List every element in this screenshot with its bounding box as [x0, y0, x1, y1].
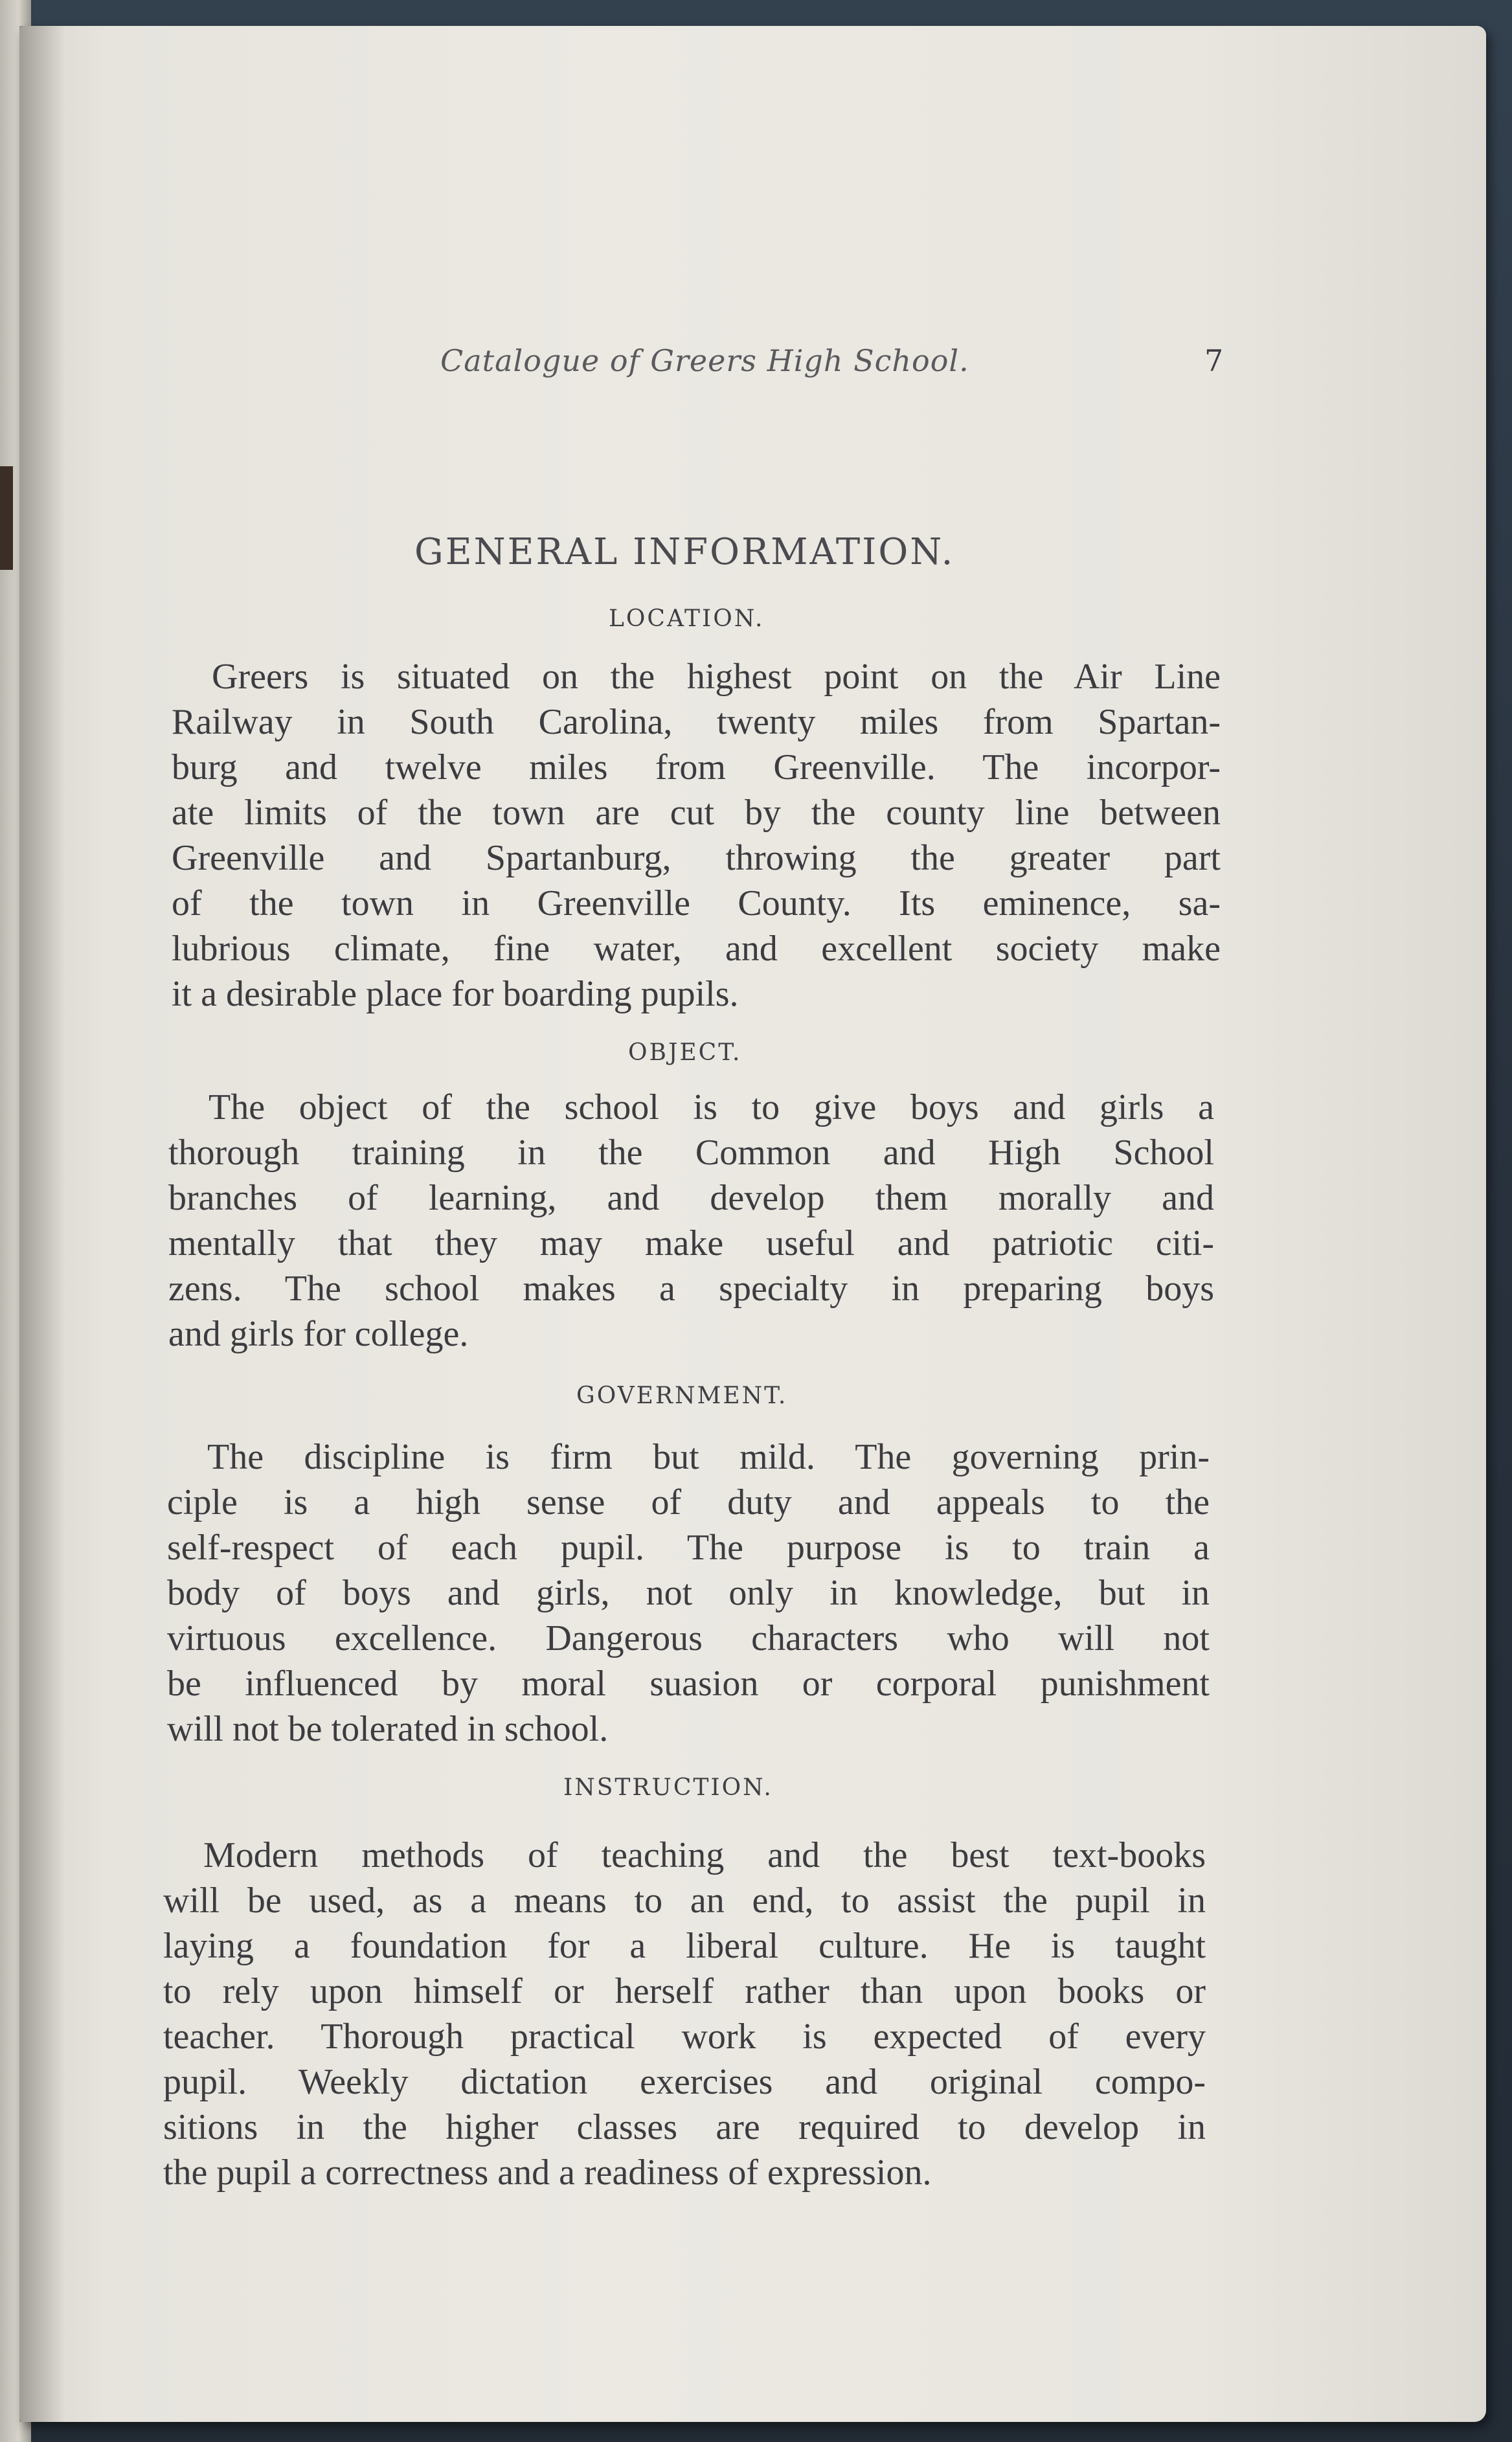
text-line: pupil. Weekly dictation exercises and original compo-	[163, 2062, 1206, 2102]
text-line: Modern methods of teaching and the best text-books	[203, 1835, 1206, 1875]
text-line: mentally that they may make useful and patriotic citi-	[168, 1223, 1214, 1263]
text-line: Railway in South Carolina, twenty miles from Spartan-	[172, 702, 1221, 742]
section-body-instruction	[163, 1833, 1206, 2195]
text-line: and girls for college.	[168, 1314, 469, 1354]
text-line: will be used, as a means to an end, to assist the pupil in	[163, 1881, 1206, 1921]
text-line: sitions in the higher classes are required to develop in	[163, 2107, 1206, 2147]
text-line: of the town in Greenville County. Its eminence, sa-	[172, 883, 1221, 923]
text-line: branches of learning, and develop them morally and	[168, 1178, 1214, 1218]
gutter-shadow	[19, 26, 65, 2422]
running-header: Catalogue of Greers High School.	[440, 343, 969, 378]
text-line: body of boys and girls, not only in knowledge, but in	[167, 1573, 1210, 1613]
text-line: the pupil a correctness and a readiness of expression.	[163, 2153, 932, 2193]
text-line: thorough training in the Common and High School	[168, 1133, 1214, 1173]
section-heading-instruction: INSTRUCTION.	[563, 1774, 773, 1801]
section-heading-object: OBJECT.	[628, 1039, 742, 1066]
text-line: The object of the school is to give boys and girls a	[209, 1087, 1214, 1127]
text-line: self-respect of each pupil. The purpose is to train a	[167, 1528, 1210, 1568]
text-line: Greers is situated on the highest point on the Air Line	[212, 657, 1221, 697]
text-line: virtuous excellence. Dangerous characters who will not	[167, 1618, 1210, 1658]
section-body-object	[168, 1085, 1214, 1357]
text-line: burg and twelve miles from Greenville. The incorpor-	[172, 747, 1221, 787]
text-line: to rely upon himself or herself rather than upon books or	[163, 1971, 1206, 2011]
text-line: Greenville and Spartanburg, throwing the greater part	[172, 838, 1221, 878]
text-line: teacher. Thorough practical work is expected of every	[163, 2017, 1206, 2057]
text-line: be influenced by moral suasion or corporal punishment	[167, 1664, 1210, 1704]
text-line: The discipline is firm but mild. The governing prin-	[207, 1437, 1210, 1477]
text-line: ciple is a high sense of duty and appeals to the	[167, 1482, 1210, 1522]
text-line: it a desirable place for boarding pupils.	[172, 974, 739, 1014]
text-line: ate limits of the town are cut by the county line between	[172, 793, 1221, 833]
section-body-government	[167, 1434, 1210, 1752]
text-line: laying a foundation for a liberal culture. He is taught	[163, 1926, 1206, 1966]
section-heading-location: LOCATION.	[609, 605, 765, 632]
page-title: GENERAL INFORMATION.	[414, 531, 955, 573]
section-heading-government: GOVERNMENT.	[576, 1383, 788, 1409]
page-number: 7	[1204, 343, 1224, 378]
text-line: zens. The school makes a specialty in preparing boys	[168, 1269, 1214, 1309]
section-body-location	[172, 654, 1221, 1017]
binding-mark	[0, 466, 13, 570]
text-line: will not be tolerated in school.	[167, 1709, 609, 1749]
text-line: lubrious climate, fine water, and excellent society make	[172, 929, 1221, 969]
